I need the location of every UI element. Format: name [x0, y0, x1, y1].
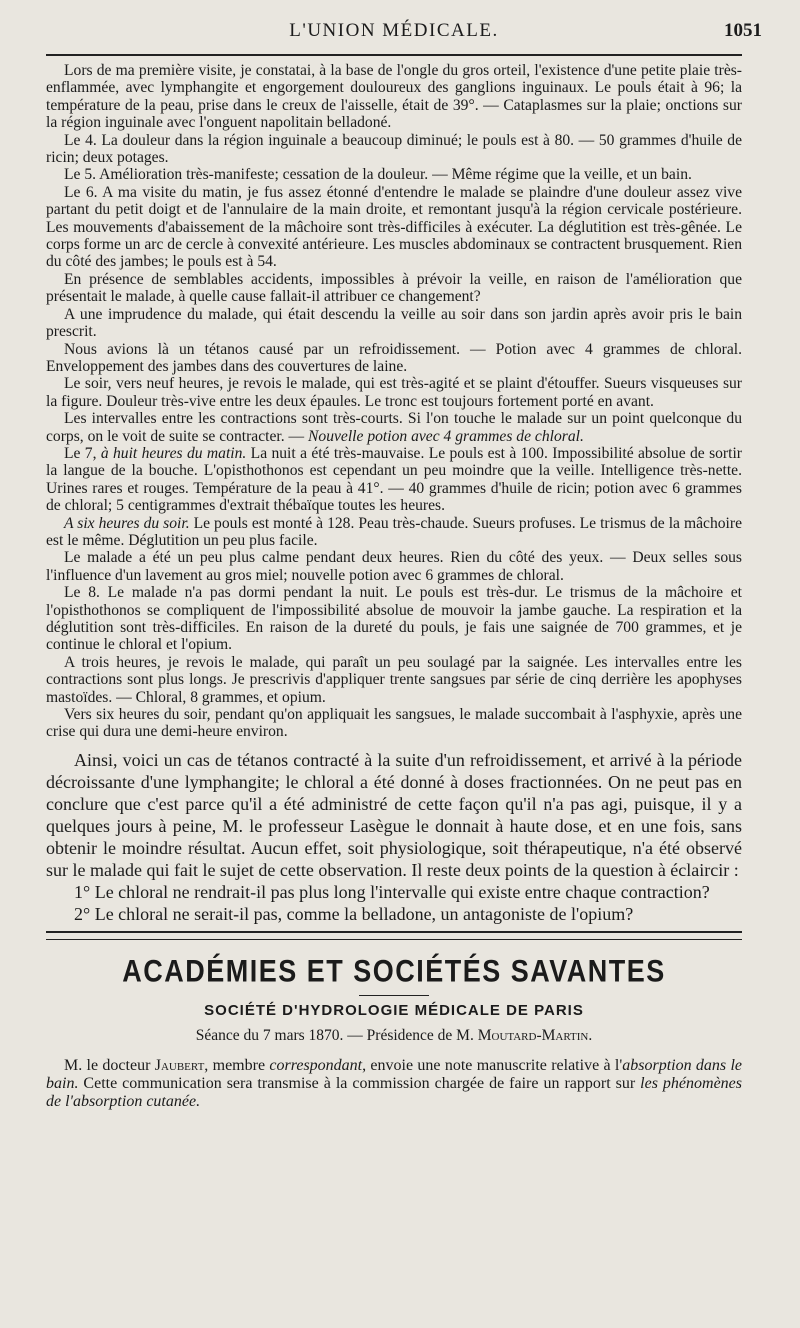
case-paragraph: Nous avions là un tétanos causé par un refroidissement. — Potion avec 4 grammes de chloral. Enveloppement des jambes dans des couvertures de laine. — [46, 340, 742, 375]
italic-run: Nouvelle potion avec 4 grammes de chloral. — [308, 427, 584, 445]
case-paragraph: A trois heures, je revois le malade, qui paraît un peu soulagé par la saignée. Les intervalles entre les contractions sont plus longs. Je prescrivis d'appliquer trente sangsues par série de cinq derrière les apophyses mastoïdes. — Chloral, 8 grammes, et opium. — [46, 653, 742, 706]
final-text — [46, 1057, 742, 1111]
author-name: Jaubert — [154, 1056, 205, 1074]
case-paragraph — [46, 515, 742, 550]
running-head — [46, 18, 762, 48]
text-run: Cette communication sera transmise à la commission chargée de faire un rapport sur — [78, 1074, 641, 1092]
italic-run: A six heures du soir. — [64, 514, 190, 532]
commentary-question: 1° Le chloral ne rendrait-il pas plus long l'intervalle qui existe entre chaque contraction? — [74, 881, 710, 902]
case-paragraph: Le malade a été un peu plus calme pendant deux heures. Rien du côté des yeux. — Deux selles sous l'influence d'un lavement au gros miel; nouvelle potion avec 6 grammes de chloral. — [46, 549, 742, 584]
commentary — [46, 749, 742, 925]
society-title: SOCIÉTÉ D'HYDROLOGIE MÉDICALE DE PARIS — [204, 1001, 584, 1019]
case-paragraph: Le 5. Amélioration très-manifeste; cessation de la douleur. — Même régime que la veille, et un bain. — [64, 166, 692, 184]
italic-run: correspondant — [269, 1056, 363, 1074]
case-paragraph: A une imprudence du malade, qui était descendu la veille au soir dans son jardin après avoir pris le bain prescrit. — [46, 305, 742, 341]
case-paragraph: Le 6. A ma visite du matin, je fus assez étonné d'entendre le malade se plaindre d'une douleur assez vive partant du petit doigt et de l'annulaire de la main droite, et remontant jusqu'à la région cervicale postérieure. Les mouvements d'abaissement de la mâchoire sont très-difficiles à exécuter. La déglutition est très-gênée. Le corps forme un arc de cercle à convexité antérieure. Les muscles abdominaux se contractent brusquement. Rien du côté des jambes; le pouls est à 54. — [46, 183, 742, 271]
final-paragraph — [46, 1057, 742, 1111]
case-paragraph: Le soir, vers neuf heures, je revois le malade, qui est très-agité et se plaint d'étouffer. Sueurs visqueuses sur la figure. Douleur très-vive entre les deux épaules. Le tronc est toujours fortement porté en avant. — [46, 375, 742, 410]
text-run: Le 7, — [64, 444, 101, 462]
case-paragraph: En présence de semblables accidents, impossibles à prévoir la veille, en raison de l'amélioration que présentait le malade, à quelle cause fallait-il attribuer ce changement? — [46, 270, 742, 306]
case-paragraph: Vers six heures du soir, pendant qu'on appliquait les sangsues, le malade succombait à l'asphyxie, après une crise qui dura une demi-heure environ. — [46, 706, 742, 741]
case-observation — [46, 62, 742, 741]
italic-run: absorption dans le bain. — [46, 1056, 743, 1092]
case-paragraph: Le 4. La douleur dans la région inguinale a beaucoup diminué; le pouls est à 80. — 50 grammes d'huile de ricin; deux potages. — [46, 131, 742, 167]
session-line — [46, 1027, 742, 1045]
case-paragraph — [46, 410, 742, 445]
text-run: , envoie une note manuscrite relative à l' — [362, 1056, 623, 1074]
section-divider — [46, 931, 742, 940]
commentary-question: 2° Le chloral ne serait-il pas, comme la belladone, un antagoniste de l'opium? — [74, 903, 634, 924]
title-rule — [359, 995, 429, 996]
commentary-paragraph: Ainsi, voici un cas de tétanos contracté à la suite d'un refroidissement, et arrivé à la période décroissante d'une lymphangite; le chloral a été donné à doses fractionnées. On ne peut pas en conclure que c'est parce qu'il a été administré de cette façon qu'il n'a pas agi, puisque, il y a quelques jours à peine, M. le professeur Lasègue le donnait à haute dose, et en une fois, sans obtenir le moindre résultat. Aucun effet, soit physiologique, soit thérapeutique, n'a été observé sur le malade qui fait le sujet de cette observation. Il reste deux points de la question à éclaircir : — [46, 749, 742, 880]
session-president: Moutard-Martin. — [477, 1026, 593, 1044]
journal-title: L'UNION MÉDICALE. — [289, 20, 499, 41]
text-run: Le pouls est monté à 128. Peau très-chaude. Sueurs profuses. Le trismus de la mâchoire est le même. Déglutition un peu plus facile. — [46, 514, 742, 549]
header-rule — [46, 54, 742, 56]
text-run: La nuit a été très-mauvaise. Le pouls est à 100. Impossibilité absolue de sortir la langue de la bouche. L'opisthothonos est cependant un peu moindre que la veille. Intelligence très-nette. Urines rares et rouges. Température de la peau à 41°. — 40 grammes d'huile de ricin; potion avec 6 grammes de chloral; 5 centigrammes d'extrait thébaïque toutes les heures. — [46, 444, 742, 515]
text-run: , membre — [204, 1056, 270, 1074]
section-title: ACADÉMIES ET SOCIÉTÉS SAVANTES — [122, 953, 666, 989]
case-paragraph — [46, 445, 742, 515]
page-number: 1051 — [724, 20, 762, 41]
case-paragraph: Le 8. Le malade n'a pas dormi pendant la nuit. Le pouls est très-dur. Le trismus de la mâchoire et l'opisthothonos se compliquent de l'impossibilité absolue de mouvoir la jambe gauche. La respiration et la déglutition sont très-difficiles. En raison de la dureté du pouls, je fais une saignée de 700 grammes, et je continue le chloral et l'opium. — [46, 584, 742, 654]
italic-run: à huit heures du matin. — [100, 444, 247, 462]
text-run: Les intervalles entre les contractions sont très-courts. Si l'on touche le malade sur un point quelconque du corps, on le voit de suite se contracter. — — [46, 410, 742, 445]
session-text: Séance du 7 mars 1870. — Présidence de M. — [195, 1026, 478, 1044]
italic-run: les phénomènes de l'absorption cutanée. — [46, 1074, 743, 1110]
case-paragraph: Lors de ma première visite, je constatai, à la base de l'ongle du gros orteil, l'existence d'une petite plaie très-enflammée, avec lymphangite et engorgement douloureux des ganglions inguinaux. Le pouls était à 96; la température de la peau, prise dans le creux de l'aisselle, était de 39°. — Cataplasmes sur la plaie; onctions sur la région inguinale avec l'onguent napolitain belladoné. — [46, 62, 742, 132]
text-run: M. le docteur — [64, 1056, 155, 1074]
